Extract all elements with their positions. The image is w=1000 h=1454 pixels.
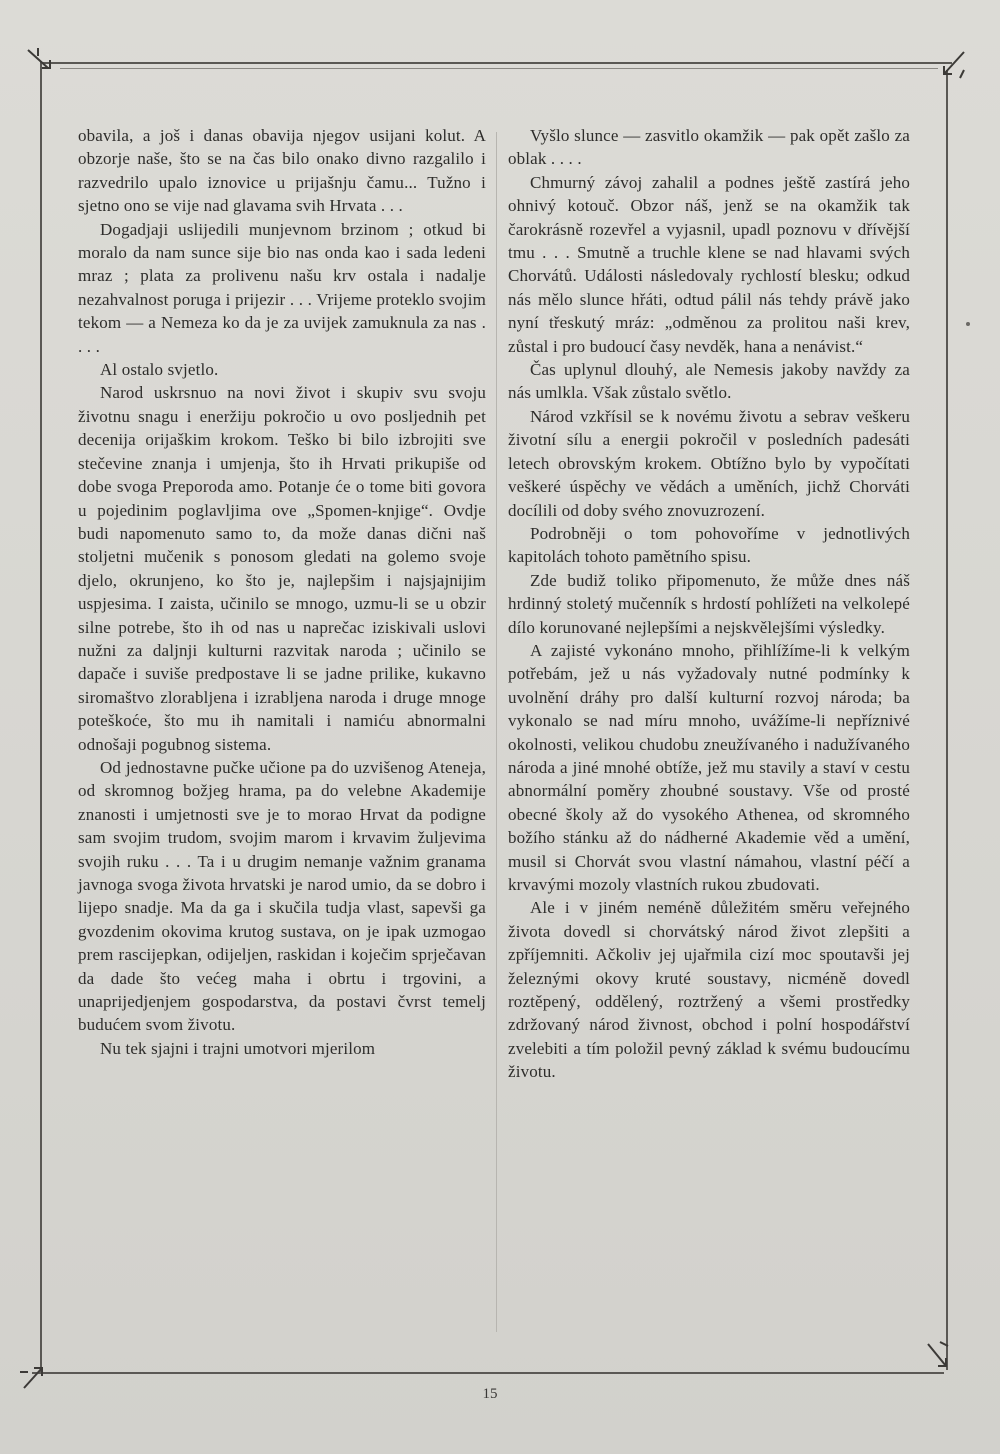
left-column-croatian <box>78 124 486 1060</box>
right-paragraph: A zajisté vykonáno mnoho, přihlížíme-li k velkým potřebám, jež u nás vyžadovaly nutné podmínky k uvolnění dráhy pro další kulturní rozvoj národa; ba vykonalo se nad míru mnoho, uvážíme-li nepříznivé okolnosti, velikou chudobu zneužívaného i nadužívaného národa a jiné mnohé obtíže, jež mu stavily a staví v cestu abnormální poměry zhoubné soustavy. Vše od prosté obecné školy až do vysokého Athenea, od skromného božího stánku až do nádherné Akademie věd a umění, musil si Chorvát svou vlastní námahou, vlastní péčí a krvavými mozoly vlastních rukou zbudovati. <box>508 640 910 894</box>
corner-ornament-bottom-right <box>920 1338 954 1372</box>
page-number: 15 <box>482 1386 498 1402</box>
frame-top-rule <box>40 62 952 64</box>
left-paragraph: obavila, a još i danas obavija njegov usijani kolut. A obzorje naše, što se na čas bilo onako divno razgalilo i razvedrilo upalo iznovice u prijašnju čamu... Tužno i sjetno ono se vije nad glavama svih Hrvata . . . <box>78 126 486 216</box>
left-paragraph: Od jednostavne pučke učione pa do uzvišenog Ateneja, od skromnog božjeg hrama, pa do velebne Akademije znanosti i umjetnosti sve je to morao Hrvat da podigne sam svojim trudom, svojim marom i krvavim žuljevima svojih ruku . . . Ta i u drugim nemanje važnim granama javnoga svoga života hrvatski je narod umio, da se dobro i lijepo snadje. Ma da ga i skučila tudja vlast, sapevši ga gvozdenim okovima krutog sustava, on je ipak uzmogao prem rascijepkan, odijeljen, raskidan i koječim sprječavan da dade što većeg maha i obrtu i trgovini, a unaprijedjenjem gospodarstva, da postavi čvrst temelj budućem svom životu. <box>78 757 486 1035</box>
frame-bottom-rule <box>32 1372 944 1374</box>
left-paragraph: Narod uskrsnuo na novi život i skupiv svu svoju životnu snagu i eneržiju pokročio u ovo posljednih pet decenija orijaškim krokom. Teško bi bilo izbrojiti sve stečevine znanja i umjenja, što ih Hrvati prikupiše od dobe svoga Preporoda amo. Potanje će o tome biti govora u pojedinim poglavljima ove „Spomen-knjige“. Ovdje budi napomenuto samo to, da može danas dični naš stoljetni mučenik s ponosom gledati na golemo svoje djelo, okrunjeno, ko što je, najlepšim i najsjajnijim uspjesima. I zaista, učinilo se mnogo, uzmu-li se u obzir silne potrebe, što ih od nas u naprečac iziskivali uslovi nužni za daljnji kulturni razvitak naroda ; učinilo se dapače i suviše predpostave li se jadne prilike, kukavno siromaštvo zlorabljena i izrabljena naroda i druge mnoge poteškoće, što mu ih namitali i namiću abnormalni odnošaji pogubnog sistema. <box>78 383 486 754</box>
corner-ornament-top-right <box>936 48 970 82</box>
left-paragraph: Nu tek sjajni i trajni umotvori mjerilom <box>100 1038 376 1058</box>
right-paragraph: Podrobněji o tom pohovoříme v jednotlivých kapitolách tohoto pamětního spisu. <box>508 523 910 567</box>
corner-ornament-bottom-left <box>18 1358 52 1392</box>
corner-ornament-top-left <box>24 44 58 78</box>
right-paragraph: Národ vzkřísil se k novému životu a sebrav veškeru životní sílu a energii pokročil v posledních padesáti letech obrovským krokem. Obtížno bylo by vypočítati veškeré úspěchy ve vědách a uměních, jichž Chorváti docílili od doby svého znovuzrození. <box>508 406 910 520</box>
right-paragraph: Ale i v jiném neméně důležitém směru veřejného života dovedl si chorvátský národ život zlepšiti a zpříjemniti. Ačkoliv jej ujařmila cizí moc spoutavši jej železnými okovy kruté soustavy, nicméně dovedl roztěpený, oddělený, roztržený a všemi prostředky zdržovaný národ živnost, obchod i polní hospodářství zvelebiti a tím položil pevný základ k svému budoucímu životu. <box>508 898 910 1082</box>
frame-left-rule <box>40 62 42 1372</box>
left-paragraph: Dogadjaji uslijedili munjevnom brzinom ; otkud bi moralo da nam sunce sije bio nas onda kao i sada ledeni mraz ; plata za prolivenu našu krv ostala i nadalje nezahvalnost poruga i prijezir . . . Vrijeme proteklo svojim tekom — a Nemeza ko da je za uvijek zamuknula za nas . . . . <box>78 219 486 356</box>
right-paragraph: Zde budiž toliko připomenuto, že může dnes náš hrdinný stoletý mučenník s hrdostí pohlížeti na velkolepé dílo korunované nejlepšími a nejskvělejšími výsledky. <box>508 570 910 637</box>
margin-speck <box>966 322 970 326</box>
column-divider <box>496 132 497 1332</box>
frame-right-rule <box>946 70 948 1370</box>
right-paragraph: Čas uplynul dlouhý, ale Nemesis jakoby navždy za nás umlkla. Však zůstalo světlo. <box>508 360 910 403</box>
right-paragraph: Chmurný závoj zahalil a podnes ještě zastírá jeho ohnivý kotouč. Obzor náš, jenž se na okamžik tak čarokrásně rozevřel a vyjasnil, upadl poznovu v dřívější tmu . . . Smutně a truchle klene se nad hlavami svých Chorvátů. Události následovaly rychlostí blesku; odkud nás mělo slunce hřáti, odtud pálil nás tehdy právě jako nyní třeskutý mráz: „odměnou za prolitou naši krev, zůstal i pro budoucí časy nevděk, hana a nenávist.“ <box>508 172 910 356</box>
right-paragraph: Vyšlo slunce — zasvitlo okamžik — pak opět zašlo za oblak . . . . <box>508 126 910 169</box>
right-column-czech <box>508 124 910 1084</box>
left-paragraph: Al ostalo svjetlo. <box>100 360 219 380</box>
frame-top-inner-rule <box>60 68 938 69</box>
